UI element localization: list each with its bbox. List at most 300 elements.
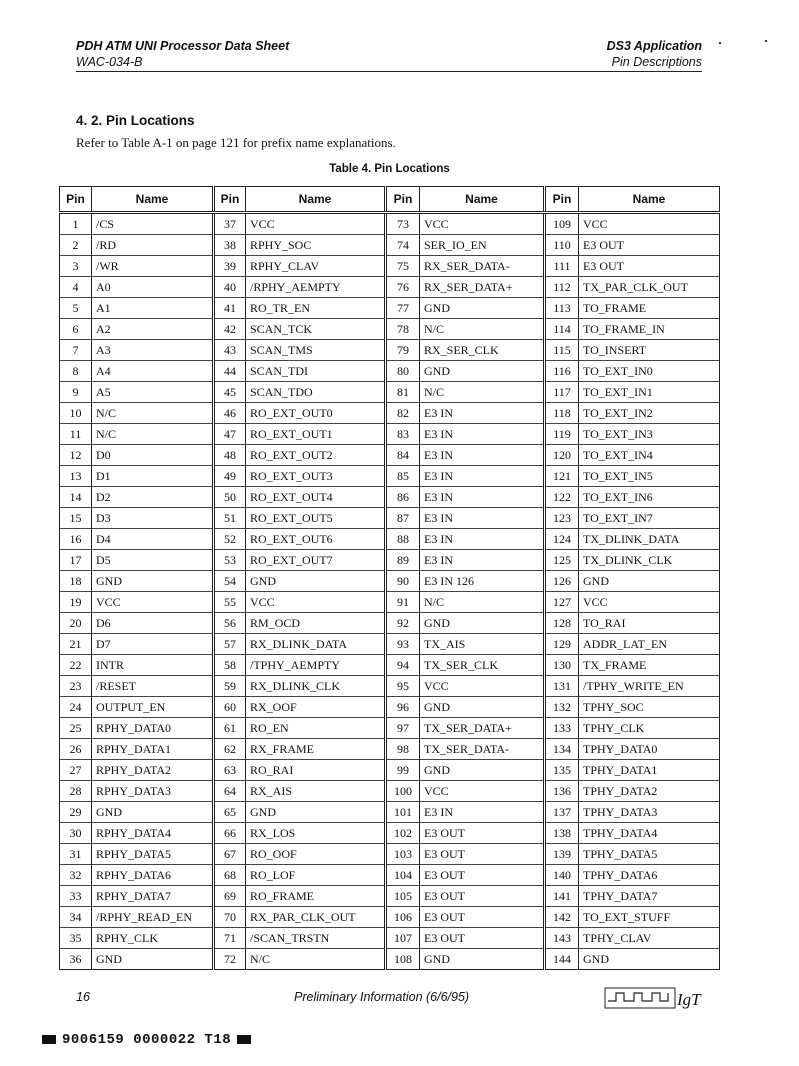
pin-number-cell: 7 — [60, 340, 92, 361]
pin-number-cell: 69 — [214, 886, 246, 907]
pin-name-cell: GND — [420, 361, 545, 382]
pin-name-cell: OUTPUT_EN — [92, 697, 214, 718]
pin-name-cell: VCC — [92, 592, 214, 613]
pin-name-cell: RPHY_SOC — [246, 235, 386, 256]
pin-name-cell: TO_EXT_IN4 — [579, 445, 720, 466]
pin-number-cell: 85 — [386, 466, 420, 487]
pin-number-cell: 97 — [386, 718, 420, 739]
table-row — [60, 277, 720, 298]
col-header-pin: Pin — [60, 187, 92, 213]
page-header-right — [442, 38, 702, 70]
pin-name-cell: RX_FRAME — [246, 739, 386, 760]
pin-number-cell: 139 — [545, 844, 579, 865]
pin-name-cell: D7 — [92, 634, 214, 655]
pin-number-cell: 60 — [214, 697, 246, 718]
table-row — [60, 592, 720, 613]
pin-number-cell: 120 — [545, 445, 579, 466]
table-row — [60, 382, 720, 403]
pin-name-cell: E3 IN 126 — [420, 571, 545, 592]
pin-name-cell: TX_SER_DATA- — [420, 739, 545, 760]
pin-name-cell: TO_FRAME — [579, 298, 720, 319]
pin-number-cell: 49 — [214, 466, 246, 487]
pin-name-cell: E3 OUT — [420, 865, 545, 886]
pin-number-cell: 119 — [545, 424, 579, 445]
pin-name-cell: TO_EXT_IN3 — [579, 424, 720, 445]
pin-name-cell: TPHY_DATA4 — [579, 823, 720, 844]
pin-number-cell: 83 — [386, 424, 420, 445]
pin-number-cell: 92 — [386, 613, 420, 634]
pin-name-cell: E3 IN — [420, 550, 545, 571]
pin-number-cell: 54 — [214, 571, 246, 592]
pin-name-cell: TX_FRAME — [579, 655, 720, 676]
pin-name-cell: /TPHY_WRITE_EN — [579, 676, 720, 697]
pin-name-cell: E3 IN — [420, 508, 545, 529]
pin-number-cell: 65 — [214, 802, 246, 823]
table-row — [60, 466, 720, 487]
col-header-name: Name — [246, 187, 386, 213]
pin-number-cell: 126 — [545, 571, 579, 592]
pin-name-cell: N/C — [420, 592, 545, 613]
pin-number-cell: 115 — [545, 340, 579, 361]
pin-number-cell: 19 — [60, 592, 92, 613]
pin-name-cell: TPHY_DATA0 — [579, 739, 720, 760]
pin-number-cell: 125 — [545, 550, 579, 571]
pin-name-cell: D3 — [92, 508, 214, 529]
table-row — [60, 802, 720, 823]
pin-name-cell: D1 — [92, 466, 214, 487]
pin-number-cell: 133 — [545, 718, 579, 739]
pin-name-cell: VCC — [579, 592, 720, 613]
pin-number-cell: 59 — [214, 676, 246, 697]
pin-number-cell: 109 — [545, 213, 579, 235]
pin-name-cell: TPHY_DATA3 — [579, 802, 720, 823]
pin-number-cell: 18 — [60, 571, 92, 592]
pin-name-cell: SCAN_TCK — [246, 319, 386, 340]
logo-text: IgT — [677, 990, 701, 1009]
table-row — [60, 634, 720, 655]
document-title: PDH ATM UNI Processor Data Sheet — [76, 39, 290, 53]
pin-number-cell: 144 — [545, 949, 579, 970]
pin-name-cell: VCC — [246, 213, 386, 235]
pin-name-cell: RPHY_DATA4 — [92, 823, 214, 844]
table-row — [60, 340, 720, 361]
pin-name-cell: N/C — [420, 319, 545, 340]
table-row — [60, 508, 720, 529]
pin-number-cell: 53 — [214, 550, 246, 571]
pin-name-cell: RX_DLINK_DATA — [246, 634, 386, 655]
pin-number-cell: 64 — [214, 781, 246, 802]
pin-name-cell: N/C — [246, 949, 386, 970]
pin-number-cell: 130 — [545, 655, 579, 676]
pin-number-cell: 57 — [214, 634, 246, 655]
pin-number-cell: 121 — [545, 466, 579, 487]
pin-name-cell: RPHY_CLAV — [246, 256, 386, 277]
pin-name-cell: D4 — [92, 529, 214, 550]
pin-name-cell: VCC — [420, 676, 545, 697]
pin-number-cell: 4 — [60, 277, 92, 298]
pin-name-cell: RO_EXT_OUT7 — [246, 550, 386, 571]
pin-name-cell: INTR — [92, 655, 214, 676]
pin-name-cell: VCC — [420, 781, 545, 802]
pin-name-cell: RX_DLINK_CLK — [246, 676, 386, 697]
pin-number-cell: 5 — [60, 298, 92, 319]
page-number: 16 — [76, 990, 90, 1004]
pin-name-cell: /RPHY_READ_EN — [92, 907, 214, 928]
pin-name-cell: RPHY_DATA7 — [92, 886, 214, 907]
col-header-name: Name — [420, 187, 545, 213]
pin-number-cell: 42 — [214, 319, 246, 340]
pin-name-cell: E3 OUT — [420, 823, 545, 844]
pin-number-cell: 89 — [386, 550, 420, 571]
table-row — [60, 550, 720, 571]
table-row — [60, 424, 720, 445]
table-row — [60, 403, 720, 424]
pin-number-cell: 111 — [545, 256, 579, 277]
table-row — [60, 256, 720, 277]
pin-number-cell: 117 — [545, 382, 579, 403]
pin-name-cell: RO_EXT_OUT3 — [246, 466, 386, 487]
table-row — [60, 361, 720, 382]
pin-number-cell: 43 — [214, 340, 246, 361]
pin-number-cell: 33 — [60, 886, 92, 907]
scan-mark — [42, 1035, 56, 1044]
pin-name-cell: RX_SER_DATA+ — [420, 277, 545, 298]
pin-number-cell: 28 — [60, 781, 92, 802]
table-row — [60, 886, 720, 907]
pin-number-cell: 94 — [386, 655, 420, 676]
table-row — [60, 697, 720, 718]
pin-name-cell: SER_IO_EN — [420, 235, 545, 256]
pin-name-cell: TO_EXT_IN5 — [579, 466, 720, 487]
table-row — [60, 823, 720, 844]
pin-name-cell: A3 — [92, 340, 214, 361]
pin-name-cell: RPHY_CLK — [92, 928, 214, 949]
table-row — [60, 907, 720, 928]
pin-number-cell: 46 — [214, 403, 246, 424]
pin-number-cell: 124 — [545, 529, 579, 550]
pin-name-cell: RO_EN — [246, 718, 386, 739]
pin-number-cell: 99 — [386, 760, 420, 781]
pin-number-cell: 52 — [214, 529, 246, 550]
pin-number-cell: 72 — [214, 949, 246, 970]
pin-number-cell: 122 — [545, 487, 579, 508]
pin-number-cell: 71 — [214, 928, 246, 949]
pin-name-cell: E3 IN — [420, 487, 545, 508]
pin-number-cell: 68 — [214, 865, 246, 886]
pin-number-cell: 98 — [386, 739, 420, 760]
pin-name-cell: RO_EXT_OUT0 — [246, 403, 386, 424]
pin-name-cell: E3 IN — [420, 466, 545, 487]
pin-number-cell: 95 — [386, 676, 420, 697]
pin-number-cell: 61 — [214, 718, 246, 739]
pin-number-cell: 102 — [386, 823, 420, 844]
pin-name-cell: RPHY_DATA1 — [92, 739, 214, 760]
pin-number-cell: 110 — [545, 235, 579, 256]
table-row — [60, 319, 720, 340]
table-header-row — [60, 187, 720, 213]
pin-number-cell: 80 — [386, 361, 420, 382]
pin-name-cell: GND — [246, 802, 386, 823]
pin-name-cell: RPHY_DATA3 — [92, 781, 214, 802]
table-row — [60, 718, 720, 739]
pin-number-cell: 106 — [386, 907, 420, 928]
pin-name-cell: E3 IN — [420, 445, 545, 466]
pin-name-cell: RX_SER_CLK — [420, 340, 545, 361]
pin-number-cell: 29 — [60, 802, 92, 823]
pin-name-cell: E3 IN — [420, 424, 545, 445]
pin-name-cell: TX_PAR_CLK_OUT — [579, 277, 720, 298]
pin-name-cell: N/C — [420, 382, 545, 403]
pin-number-cell: 8 — [60, 361, 92, 382]
pin-name-cell: TO_FRAME_IN — [579, 319, 720, 340]
pin-name-cell: /WR — [92, 256, 214, 277]
table-row — [60, 445, 720, 466]
pin-number-cell: 79 — [386, 340, 420, 361]
pin-name-cell: GND — [579, 949, 720, 970]
pin-number-cell: 123 — [545, 508, 579, 529]
table-row — [60, 655, 720, 676]
pin-name-cell: GND — [92, 802, 214, 823]
pin-number-cell: 38 — [214, 235, 246, 256]
section-title: 4. 2. Pin Locations — [76, 113, 195, 128]
pin-number-cell: 36 — [60, 949, 92, 970]
pin-number-cell: 32 — [60, 865, 92, 886]
pin-name-cell: RM_OCD — [246, 613, 386, 634]
pin-name-cell: TPHY_DATA5 — [579, 844, 720, 865]
pin-name-cell: GND — [92, 949, 214, 970]
pin-name-cell: /RPHY_AEMPTY — [246, 277, 386, 298]
pin-number-cell: 135 — [545, 760, 579, 781]
pin-name-cell: TX_DLINK_DATA — [579, 529, 720, 550]
pin-name-cell: TPHY_CLK — [579, 718, 720, 739]
table-row — [60, 949, 720, 970]
header-rule — [76, 71, 702, 72]
pin-name-cell: A2 — [92, 319, 214, 340]
pin-name-cell: RO_TR_EN — [246, 298, 386, 319]
pin-name-cell: A0 — [92, 277, 214, 298]
pin-number-cell: 107 — [386, 928, 420, 949]
pin-name-cell: A5 — [92, 382, 214, 403]
pin-number-cell: 132 — [545, 697, 579, 718]
pin-name-cell: A4 — [92, 361, 214, 382]
pin-number-cell: 87 — [386, 508, 420, 529]
pin-name-cell: N/C — [92, 424, 214, 445]
pin-name-cell: ADDR_LAT_EN — [579, 634, 720, 655]
pin-number-cell: 103 — [386, 844, 420, 865]
pin-name-cell: TO_EXT_IN6 — [579, 487, 720, 508]
pin-name-cell: E3 IN — [420, 802, 545, 823]
table-row — [60, 298, 720, 319]
pin-name-cell: E3 OUT — [420, 844, 545, 865]
pin-name-cell: RO_OOF — [246, 844, 386, 865]
pin-number-cell: 118 — [545, 403, 579, 424]
pin-number-cell: 3 — [60, 256, 92, 277]
document-id: WAC-034-B — [76, 55, 143, 69]
pin-number-cell: 127 — [545, 592, 579, 613]
pin-name-cell: TPHY_SOC — [579, 697, 720, 718]
pin-name-cell: RX_SER_DATA- — [420, 256, 545, 277]
scan-speck — [765, 40, 767, 42]
pin-name-cell: SCAN_TDI — [246, 361, 386, 382]
col-header-pin: Pin — [214, 187, 246, 213]
pin-number-cell: 16 — [60, 529, 92, 550]
pin-number-cell: 129 — [545, 634, 579, 655]
pin-number-cell: 47 — [214, 424, 246, 445]
pin-name-cell: TO_INSERT — [579, 340, 720, 361]
pin-number-cell: 90 — [386, 571, 420, 592]
pin-name-cell: D2 — [92, 487, 214, 508]
pin-name-cell: SCAN_TDO — [246, 382, 386, 403]
pin-number-cell: 140 — [545, 865, 579, 886]
pin-number-cell: 73 — [386, 213, 420, 235]
pin-number-cell: 77 — [386, 298, 420, 319]
pin-name-cell: TX_SER_CLK — [420, 655, 545, 676]
table-row — [60, 781, 720, 802]
pin-name-cell: RX_OOF — [246, 697, 386, 718]
pin-name-cell: RO_LOF — [246, 865, 386, 886]
pin-number-cell: 26 — [60, 739, 92, 760]
pin-number-cell: 84 — [386, 445, 420, 466]
pin-number-cell: 134 — [545, 739, 579, 760]
pin-name-cell: E3 OUT — [420, 907, 545, 928]
pin-number-cell: 23 — [60, 676, 92, 697]
pin-name-cell: /TPHY_AEMPTY — [246, 655, 386, 676]
pin-name-cell: RO_EXT_OUT4 — [246, 487, 386, 508]
pin-name-cell: GND — [246, 571, 386, 592]
pin-name-cell: GND — [420, 298, 545, 319]
col-header-name: Name — [92, 187, 214, 213]
pin-number-cell: 62 — [214, 739, 246, 760]
pin-number-cell: 58 — [214, 655, 246, 676]
pin-number-cell: 1 — [60, 213, 92, 235]
pin-number-cell: 70 — [214, 907, 246, 928]
pin-number-cell: 137 — [545, 802, 579, 823]
pin-name-cell: /RD — [92, 235, 214, 256]
pin-number-cell: 75 — [386, 256, 420, 277]
pin-name-cell: TO_EXT_IN1 — [579, 382, 720, 403]
pin-name-cell: RX_LOS — [246, 823, 386, 844]
pin-name-cell: RPHY_DATA6 — [92, 865, 214, 886]
pin-name-cell: RPHY_DATA5 — [92, 844, 214, 865]
pin-name-cell: GND — [420, 697, 545, 718]
pin-number-cell: 40 — [214, 277, 246, 298]
pin-name-cell: RPHY_DATA0 — [92, 718, 214, 739]
table-row — [60, 213, 720, 235]
pin-name-cell: GND — [420, 613, 545, 634]
pin-number-cell: 81 — [386, 382, 420, 403]
pin-number-cell: 48 — [214, 445, 246, 466]
pin-number-cell: 21 — [60, 634, 92, 655]
pin-number-cell: 88 — [386, 529, 420, 550]
pin-number-cell: 142 — [545, 907, 579, 928]
pin-number-cell: 56 — [214, 613, 246, 634]
col-header-name: Name — [579, 187, 720, 213]
pin-number-cell: 78 — [386, 319, 420, 340]
pin-name-cell: RPHY_DATA2 — [92, 760, 214, 781]
pin-number-cell: 11 — [60, 424, 92, 445]
pin-name-cell: TPHY_CLAV — [579, 928, 720, 949]
pin-number-cell: 35 — [60, 928, 92, 949]
pin-number-cell: 101 — [386, 802, 420, 823]
pin-name-cell: RO_EXT_OUT2 — [246, 445, 386, 466]
logo-waveform — [608, 993, 668, 1001]
pin-number-cell: 37 — [214, 213, 246, 235]
table-row — [60, 739, 720, 760]
pin-number-cell: 66 — [214, 823, 246, 844]
pin-number-cell: 104 — [386, 865, 420, 886]
pin-number-cell: 113 — [545, 298, 579, 319]
pin-name-cell: GND — [579, 571, 720, 592]
pin-number-cell: 20 — [60, 613, 92, 634]
pin-number-cell: 100 — [386, 781, 420, 802]
pin-number-cell: 114 — [545, 319, 579, 340]
pin-number-cell: 25 — [60, 718, 92, 739]
pin-name-cell: E3 IN — [420, 529, 545, 550]
pin-number-cell: 50 — [214, 487, 246, 508]
pin-name-cell: RO_FRAME — [246, 886, 386, 907]
pin-name-cell: TX_SER_DATA+ — [420, 718, 545, 739]
pin-name-cell: E3 OUT — [579, 256, 720, 277]
pin-number-cell: 108 — [386, 949, 420, 970]
pin-name-cell: VCC — [579, 213, 720, 235]
pin-number-cell: 105 — [386, 886, 420, 907]
pin-number-cell: 138 — [545, 823, 579, 844]
table-caption: Table 4. Pin Locations — [329, 163, 450, 175]
pin-number-cell: 96 — [386, 697, 420, 718]
pin-number-cell: 24 — [60, 697, 92, 718]
pin-number-cell: 82 — [386, 403, 420, 424]
pin-locations-table — [59, 186, 720, 970]
pin-name-cell: N/C — [92, 403, 214, 424]
pin-number-cell: 27 — [60, 760, 92, 781]
pin-number-cell: 17 — [60, 550, 92, 571]
pin-name-cell: E3 OUT — [420, 886, 545, 907]
scan-code — [36, 1032, 257, 1048]
pin-name-cell: TX_AIS — [420, 634, 545, 655]
pin-number-cell: 41 — [214, 298, 246, 319]
table-row — [60, 571, 720, 592]
pin-number-cell: 76 — [386, 277, 420, 298]
pin-number-cell: 141 — [545, 886, 579, 907]
pin-number-cell: 128 — [545, 613, 579, 634]
table-row — [60, 844, 720, 865]
pin-name-cell: TO_EXT_IN0 — [579, 361, 720, 382]
scan-speck — [719, 42, 721, 44]
pin-number-cell: 30 — [60, 823, 92, 844]
intro-text: Refer to Table A-1 on page 121 for prefix name explanations. — [76, 135, 396, 150]
pin-number-cell: 131 — [545, 676, 579, 697]
pin-number-cell: 15 — [60, 508, 92, 529]
pin-number-cell: 55 — [214, 592, 246, 613]
pin-number-cell: 12 — [60, 445, 92, 466]
table-row — [60, 529, 720, 550]
company-logo — [604, 983, 714, 1013]
pin-name-cell: D6 — [92, 613, 214, 634]
pin-name-cell: RO_EXT_OUT6 — [246, 529, 386, 550]
pin-name-cell: TPHY_DATA6 — [579, 865, 720, 886]
pin-number-cell: 91 — [386, 592, 420, 613]
pin-number-cell: 112 — [545, 277, 579, 298]
pin-number-cell: 10 — [60, 403, 92, 424]
pin-name-cell: E3 OUT — [420, 928, 545, 949]
pin-name-cell: TPHY_DATA2 — [579, 781, 720, 802]
pin-name-cell: VCC — [420, 213, 545, 235]
pin-number-cell: 22 — [60, 655, 92, 676]
pin-name-cell: RO_EXT_OUT1 — [246, 424, 386, 445]
pin-name-cell: GND — [92, 571, 214, 592]
pin-number-cell: 44 — [214, 361, 246, 382]
pin-name-cell: /SCAN_TRSTN — [246, 928, 386, 949]
